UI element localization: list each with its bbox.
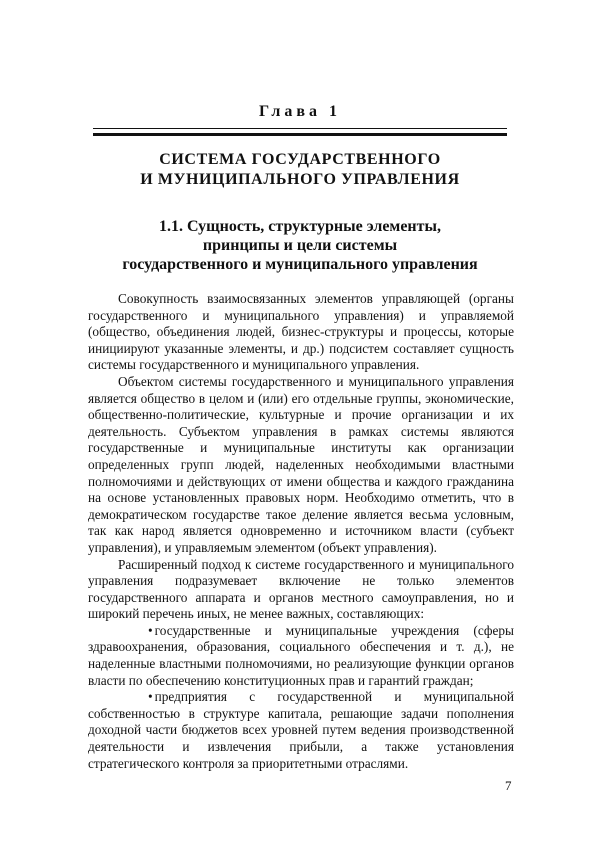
bullet-item [88,689,514,772]
chapter-title-line: И МУНИЦИПАЛЬНОГО УПРАВЛЕНИЯ [140,171,460,188]
bullet-text: предприятия с государственной и муниципальной собственностью в структуре капитала, решающие задачи пополнения доходной части бюджетов всех уровней путем ведения производственной деятельности и извлечения прибыли, а также установления стратегического контроля за приоритетными отраслями. [88,689,514,771]
body-text [88,291,514,772]
chapter-title-line: СИСТЕМА ГОСУДАРСТВЕННОГО [159,151,441,168]
chapter-title [0,150,600,190]
chapter-label: Глава 1 [259,103,341,120]
paragraph: Объектом системы государственного и муниципального управления является общество в целом и (или) его отдельные группы, экономические, общественно-политические, культурные и прочие организации и их деятельность. Субъектом управления в рамках системы являются государственные и муниципальные институты как организации определенных групп людей, наделенных необходимыми властными полномочиями и действующих от имени общества и каждого гражданина на основе установленных правовых норм. Необходимо отметить, что в демократическом государстве такое деление является весьма условным, так как народ является одновременно и источником власти (субъект управления), и управляемым элементом (объект управления). [88,373,514,555]
section-title-line: 1.1. Сущность, структурные элементы, [159,218,441,235]
bullet-icon: • [148,622,153,638]
section-title [0,217,600,274]
section-title-line: государственного и муниципального управления [122,256,478,273]
bullet-icon: • [148,689,153,705]
bullet-text: государственные и муниципальные учреждения (сферы здравоохранения, образования, социального обеспечения и т. д.), не наделенные властными полномочиями, но реализующие функции органов власти по обеспечению конституционных прав и гарантий граждан; [88,622,514,688]
paragraph: Совокупность взаимосвязанных элементов управляющей (органы государственного и муниципального управления) и управляемой (общество, объединения людей, бизнес-структуры и процессы, которые инициируют указанные элементы, и др.) подсистем составляет сущность системы государственного и муниципального управления. [88,291,514,373]
paragraph: Расширенный подход к системе государственного и муниципального управления подразумевает включение не только элементов государственного аппарата и органов местного самоуправления, но и широкий перечень иных, не менее важных, составляющих: [88,556,514,622]
chapter-rule-thin [93,128,507,129]
chapter-rule-thick [93,133,507,136]
page-number: 7 [505,778,512,793]
bullet-item [88,623,514,689]
section-title-line: принципы и цели системы [202,237,398,254]
